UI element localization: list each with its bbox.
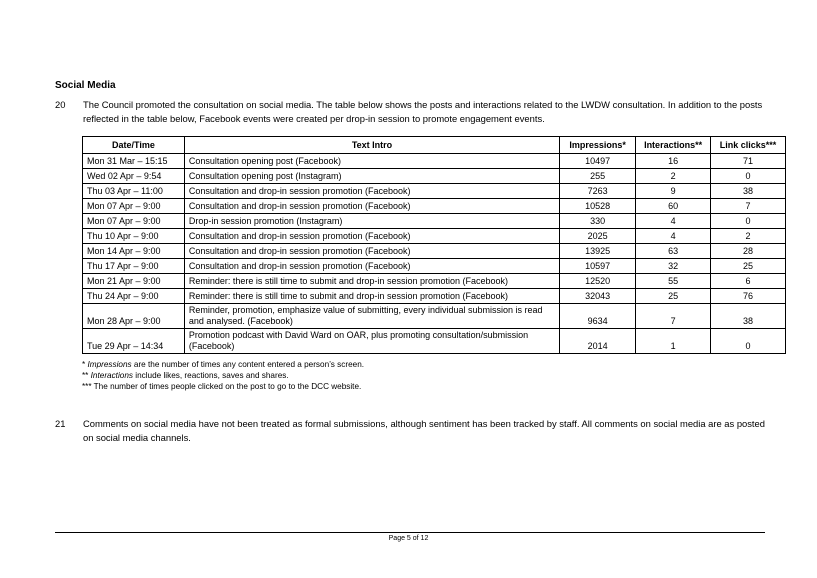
- footnote-marker: *: [82, 360, 88, 369]
- cell-interactions: 63: [636, 244, 711, 259]
- cell-date: Wed 02 Apr – 9:54: [83, 169, 185, 184]
- cell-impressions: 330: [560, 214, 636, 229]
- cell-date: Mon 31 Mar – 15:15: [83, 154, 185, 169]
- cell-clicks: 71: [711, 154, 786, 169]
- cell-clicks: 38: [711, 304, 786, 329]
- header-date-time: Date/Time: [83, 137, 185, 154]
- section-heading: Social Media: [55, 80, 116, 91]
- cell-impressions: 10497: [560, 154, 636, 169]
- cell-text: Promotion podcast with David Ward on OAR, plus promoting consultation/submission (Facebook): [184, 329, 559, 354]
- paragraph-21: [55, 417, 765, 444]
- paragraph-number: 20: [55, 99, 66, 110]
- cell-interactions: 2: [636, 169, 711, 184]
- cell-text: Reminder, promotion, emphasize value of submitting, every individual submission is read and analysed. (Facebook): [184, 304, 559, 329]
- table-header-row: [83, 137, 786, 154]
- cell-date: Mon 14 Apr – 9:00: [83, 244, 185, 259]
- footnote-term: Impressions: [87, 360, 132, 369]
- cell-date: Mon 07 Apr – 9:00: [83, 214, 185, 229]
- cell-date: Thu 10 Apr – 9:00: [83, 229, 185, 244]
- cell-impressions: 2025: [560, 229, 636, 244]
- cell-interactions: 4: [636, 229, 711, 244]
- cell-clicks: 76: [711, 289, 786, 304]
- cell-clicks: 6: [711, 274, 786, 289]
- cell-date: Thu 17 Apr – 9:00: [83, 259, 185, 274]
- cell-impressions: 12520: [560, 274, 636, 289]
- table-row: [83, 184, 786, 199]
- cell-text: Consultation and drop-in session promotion (Facebook): [184, 229, 559, 244]
- cell-date: Mon 28 Apr – 9:00: [83, 304, 185, 329]
- table-row: [83, 289, 786, 304]
- header-link-clicks: Link clicks***: [711, 137, 786, 154]
- paragraph-number: 21: [55, 418, 66, 429]
- page-number: Page 5 of 12: [388, 535, 429, 542]
- footnote-marker: **: [82, 371, 91, 380]
- cell-interactions: 9: [636, 184, 711, 199]
- footer-divider: [55, 532, 765, 533]
- cell-date: Thu 24 Apr – 9:00: [83, 289, 185, 304]
- cell-interactions: 4: [636, 214, 711, 229]
- footnote-text: include likes, reactions, saves and shares.: [132, 371, 289, 380]
- cell-interactions: 1: [636, 329, 711, 354]
- cell-text: Consultation and drop-in session promotion (Facebook): [184, 259, 559, 274]
- cell-impressions: 2014: [560, 329, 636, 354]
- table-row: [83, 154, 786, 169]
- cell-text: Consultation opening post (Instagram): [184, 169, 559, 184]
- cell-clicks: 0: [711, 329, 786, 354]
- cell-date: Mon 07 Apr – 9:00: [83, 199, 185, 214]
- cell-interactions: 32: [636, 259, 711, 274]
- paragraph-20: [55, 98, 765, 125]
- header-interactions: Interactions**: [636, 137, 711, 154]
- cell-clicks: 38: [711, 184, 786, 199]
- cell-impressions: 10528: [560, 199, 636, 214]
- table-row: [83, 304, 786, 329]
- cell-impressions: 10597: [560, 259, 636, 274]
- footnote-term: Interactions: [90, 371, 133, 380]
- cell-impressions: 9634: [560, 304, 636, 329]
- cell-date: Thu 03 Apr – 11:00: [83, 184, 185, 199]
- cell-clicks: 25: [711, 259, 786, 274]
- cell-impressions: 7263: [560, 184, 636, 199]
- cell-interactions: 16: [636, 154, 711, 169]
- cell-date: Tue 29 Apr – 14:34: [83, 329, 185, 354]
- cell-text: Reminder: there is still time to submit and drop-in session promotion (Facebook): [184, 274, 559, 289]
- table-row: [83, 329, 786, 354]
- cell-date: Mon 21 Apr – 9:00: [83, 274, 185, 289]
- cell-text: Drop-in session promotion (Instagram): [184, 214, 559, 229]
- cell-text: Consultation and drop-in session promotion (Facebook): [184, 184, 559, 199]
- cell-clicks: 0: [711, 214, 786, 229]
- cell-interactions: 7: [636, 304, 711, 329]
- cell-interactions: 60: [636, 199, 711, 214]
- footnote-impressions: [82, 359, 364, 370]
- cell-interactions: 25: [636, 289, 711, 304]
- header-text-intro: Text Intro: [184, 137, 559, 154]
- table-row: [83, 169, 786, 184]
- cell-clicks: 0: [711, 169, 786, 184]
- paragraph-text: Comments on social media have not been treated as formal submissions, although sentiment has been tracked by staff. All comments on social media are as posted on social media channels.: [83, 418, 765, 443]
- footnote-link-clicks: *** The number of times people clicked on the post to go to the DCC website.: [82, 382, 362, 391]
- cell-interactions: 55: [636, 274, 711, 289]
- table-footnotes: [82, 359, 364, 392]
- social-media-table: [82, 136, 786, 354]
- cell-text: Consultation and drop-in session promotion (Facebook): [184, 244, 559, 259]
- cell-impressions: 13925: [560, 244, 636, 259]
- footnote-interactions: [82, 370, 364, 381]
- table-row: [83, 274, 786, 289]
- cell-text: Consultation opening post (Facebook): [184, 154, 559, 169]
- cell-text: Consultation and drop-in session promotion (Facebook): [184, 199, 559, 214]
- table-row: [83, 199, 786, 214]
- cell-text: Reminder: there is still time to submit and drop-in session promotion (Facebook): [184, 289, 559, 304]
- table-row: [83, 259, 786, 274]
- cell-clicks: 28: [711, 244, 786, 259]
- footnote-text: are the number of times any content entered a person’s screen.: [131, 360, 365, 369]
- table-row: [83, 214, 786, 229]
- table-row: [83, 244, 786, 259]
- header-impressions: Impressions*: [560, 137, 636, 154]
- cell-impressions: 32043: [560, 289, 636, 304]
- cell-clicks: 2: [711, 229, 786, 244]
- table-row: [83, 229, 786, 244]
- paragraph-text: The Council promoted the consultation on social media. The table below shows the posts and interactions related to the LWDW consultation. In addition to the posts reflected in the table below, Facebook events were created per drop-in session to promote engagement events.: [83, 99, 763, 124]
- cell-clicks: 7: [711, 199, 786, 214]
- cell-impressions: 255: [560, 169, 636, 184]
